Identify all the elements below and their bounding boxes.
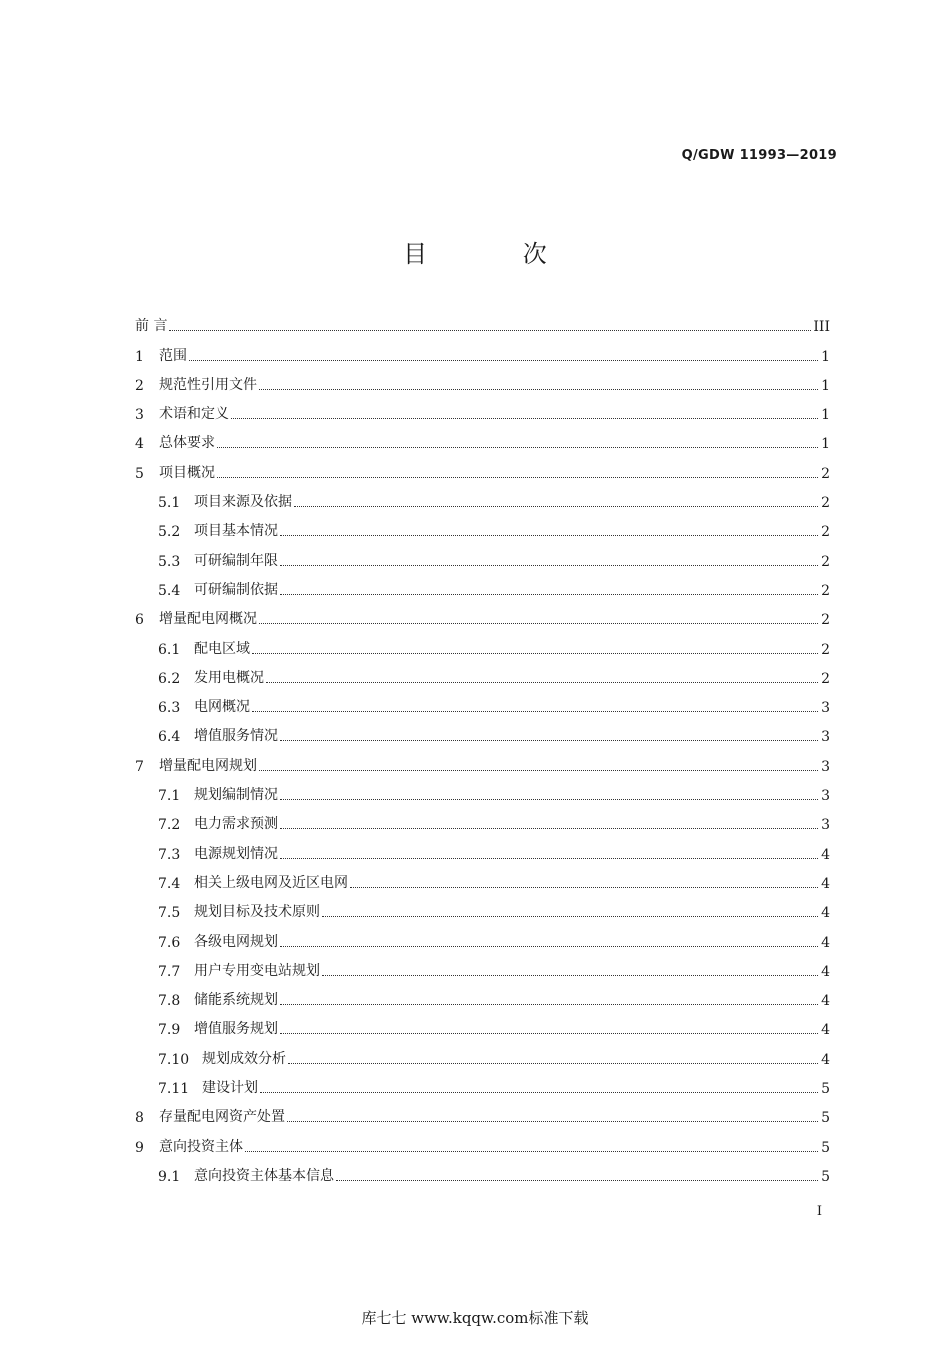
toc-entry[interactable]	[135, 921, 830, 950]
toc-entry-label: 储能系统规划	[194, 992, 278, 1009]
toc-entry-page: 5	[821, 1081, 830, 1098]
dot-leader	[259, 389, 818, 390]
dot-leader	[259, 770, 818, 771]
toc-entry[interactable]	[135, 394, 830, 423]
toc-entry[interactable]	[135, 335, 830, 364]
toc-entry[interactable]	[135, 306, 830, 335]
toc-entry[interactable]	[135, 540, 830, 569]
toc-entry-page: 2	[821, 582, 830, 599]
toc-entry-page: 1	[821, 348, 830, 365]
page-number: I	[816, 1204, 822, 1219]
dot-leader	[294, 506, 818, 507]
toc-entry[interactable]	[135, 423, 830, 452]
toc-entry-number: 7.3	[158, 846, 181, 863]
toc-entry-label: 增量配电网概况	[159, 611, 257, 628]
toc-entry-label: 增量配电网规划	[159, 757, 257, 774]
dot-leader	[280, 828, 818, 829]
toc-entry-label: 范围	[159, 347, 187, 364]
dot-leader	[287, 1121, 818, 1122]
dot-leader	[189, 360, 818, 361]
toc-entry-number: 8	[135, 1110, 144, 1127]
toc-entry[interactable]	[135, 1009, 830, 1038]
toc-entry[interactable]	[135, 1068, 830, 1097]
dot-leader	[280, 535, 818, 536]
dot-leader	[245, 1151, 818, 1152]
dot-leader	[280, 858, 818, 859]
toc-entry-label: 意向投资主体	[159, 1138, 243, 1155]
toc-entry-number: 7.5	[158, 905, 181, 922]
toc-entry[interactable]	[135, 658, 830, 687]
toc-entry[interactable]	[135, 511, 830, 540]
toc-entry-page: 4	[821, 934, 830, 951]
toc-entry-number: 3	[135, 407, 144, 424]
dot-leader	[252, 711, 818, 712]
toc-entry-label: 项目概况	[159, 464, 215, 481]
toc-entry-number: 6.3	[158, 700, 181, 717]
toc-entry-page: 2	[821, 553, 830, 570]
toc-entry-number: 9	[135, 1139, 144, 1156]
toc-entry-page: 3	[821, 758, 830, 775]
toc-entry[interactable]	[135, 628, 830, 657]
footer-watermark: 库七七 www.kqqw.com标准下载	[361, 1309, 589, 1327]
toc-entry[interactable]	[135, 951, 830, 980]
dot-leader	[280, 946, 818, 947]
toc-entry[interactable]	[135, 687, 830, 716]
toc-entry-number: 9.1	[158, 1168, 181, 1185]
toc-entry-number: 2	[135, 377, 144, 394]
dot-leader	[266, 682, 818, 683]
toc-entry-label: 项目来源及依据	[194, 494, 292, 511]
toc-entry-page: 1	[821, 407, 830, 424]
toc-entry[interactable]	[135, 892, 830, 921]
toc-entry-label: 发用电概况	[194, 669, 264, 686]
toc-entry-page: 2	[821, 465, 830, 482]
toc-entry-number: 6.1	[158, 641, 181, 658]
toc-entry-label: 相关上级电网及近区电网	[194, 874, 348, 891]
dot-leader	[280, 1004, 818, 1005]
toc-entry-page: 4	[821, 1022, 830, 1039]
toc-entry-number: 6.2	[158, 670, 181, 687]
toc-entry-page: 4	[821, 846, 830, 863]
toc-entry-label: 电力需求预测	[194, 816, 278, 833]
toc-entry-page: 5	[821, 1110, 830, 1127]
toc-entry-number: 6.4	[158, 729, 181, 746]
toc-entry-page: III	[813, 319, 830, 336]
toc-entry-page: 4	[821, 905, 830, 922]
table-of-contents	[135, 306, 830, 1185]
toc-entry-number: 7.4	[158, 875, 181, 892]
dot-leader	[280, 565, 818, 566]
dot-leader	[322, 916, 818, 917]
toc-entry-label: 用户专用变电站规划	[194, 962, 320, 979]
toc-entry-label: 可研编制年限	[194, 552, 278, 569]
toc-entry-page: 1	[821, 436, 830, 453]
toc-entry-page: 2	[821, 612, 830, 629]
toc-entry-label: 术语和定义	[159, 406, 229, 423]
toc-entry-label: 规范性引用文件	[159, 376, 257, 393]
toc-entry-page: 5	[821, 1139, 830, 1156]
toc-entry-number: 6	[135, 612, 144, 629]
toc-entry-page: 2	[821, 670, 830, 687]
toc-entry-page: 3	[821, 817, 830, 834]
toc-entry-number: 5	[135, 465, 144, 482]
toc-entry-number: 7.2	[158, 817, 181, 834]
toc-entry[interactable]	[135, 482, 830, 511]
toc-entry-label: 电网概况	[194, 699, 250, 716]
dot-leader	[252, 653, 818, 654]
dot-leader	[169, 330, 811, 331]
toc-entry[interactable]	[135, 1097, 830, 1126]
dot-leader	[217, 447, 818, 448]
toc-entry-number: 7.8	[158, 993, 181, 1010]
dot-leader	[259, 623, 818, 624]
toc-entry-label: 项目基本情况	[194, 523, 278, 540]
dot-leader	[217, 477, 818, 478]
toc-entry-number: 5.2	[158, 524, 181, 541]
toc-entry-label: 可研编制依据	[194, 581, 278, 598]
toc-entry[interactable]	[135, 1038, 830, 1067]
toc-entry-page: 3	[821, 729, 830, 746]
toc-entry-number: 7.6	[158, 934, 181, 951]
toc-entry-label: 电源规划情况	[194, 845, 278, 862]
dot-leader	[280, 740, 818, 741]
toc-entry[interactable]	[135, 599, 830, 628]
dot-leader	[280, 1033, 818, 1034]
toc-entry[interactable]	[135, 570, 830, 599]
toc-entry-page: 4	[821, 963, 830, 980]
toc-entry[interactable]	[135, 775, 830, 804]
toc-entry[interactable]	[135, 1126, 830, 1155]
toc-entry[interactable]	[135, 804, 830, 833]
toc-entry-page: 3	[821, 788, 830, 805]
page-title: 目 次	[403, 240, 591, 268]
toc-entry-label: 增值服务情况	[194, 728, 278, 745]
toc-entry-page: 3	[821, 700, 830, 717]
toc-entry-label: 各级电网规划	[194, 933, 278, 950]
toc-entry-label: 建设计划	[202, 1080, 258, 1097]
toc-entry[interactable]	[135, 745, 830, 774]
toc-entry[interactable]	[135, 980, 830, 1009]
toc-entry-number: 5.3	[158, 553, 181, 570]
toc-entry-label: 规划成效分析	[202, 1050, 286, 1067]
toc-entry[interactable]	[135, 365, 830, 394]
dot-leader	[288, 1063, 818, 1064]
toc-entry-number: 7.7	[158, 963, 181, 980]
toc-entry-number: 4	[135, 436, 144, 453]
toc-entry-page: 4	[821, 993, 830, 1010]
toc-entry-page: 4	[821, 875, 830, 892]
toc-entry[interactable]	[135, 833, 830, 862]
dot-leader	[350, 887, 818, 888]
toc-entry-label: 配电区域	[194, 640, 250, 657]
toc-entry-number: 前 言	[135, 318, 168, 335]
toc-entry-number: 5.4	[158, 582, 181, 599]
toc-entry-number: 7	[135, 758, 144, 775]
toc-entry-label: 总体要求	[159, 435, 215, 452]
toc-entry-label: 意向投资主体基本信息	[194, 1167, 334, 1184]
toc-entry-number: 1	[135, 348, 144, 365]
dot-leader	[280, 594, 818, 595]
toc-entry[interactable]	[135, 716, 830, 745]
toc-entry[interactable]	[135, 1156, 830, 1185]
toc-entry-page: 5	[821, 1168, 830, 1185]
toc-entry-number: 7.11	[158, 1081, 190, 1098]
toc-entry[interactable]	[135, 452, 830, 481]
dot-leader	[322, 975, 818, 976]
toc-entry-label: 存量配电网资产处置	[159, 1109, 285, 1126]
dot-leader	[260, 1092, 818, 1093]
document-code: Q/GDW 11993—2019	[681, 148, 837, 163]
toc-entry-page: 2	[821, 524, 830, 541]
toc-entry-page: 2	[821, 495, 830, 512]
dot-leader	[231, 418, 818, 419]
toc-entry-label: 规划编制情况	[194, 787, 278, 804]
toc-entry-number: 7.1	[158, 788, 181, 805]
dot-leader	[336, 1180, 818, 1181]
toc-entry-number: 5.1	[158, 495, 181, 512]
toc-entry-page: 4	[821, 1051, 830, 1068]
toc-entry-number: 7.10	[158, 1051, 190, 1068]
toc-entry-label: 增值服务规划	[194, 1021, 278, 1038]
toc-entry[interactable]	[135, 863, 830, 892]
toc-entry-number: 7.9	[158, 1022, 181, 1039]
toc-entry-page: 1	[821, 377, 830, 394]
toc-entry-page: 2	[821, 641, 830, 658]
toc-entry-label: 规划目标及技术原则	[194, 904, 320, 921]
dot-leader	[280, 799, 818, 800]
